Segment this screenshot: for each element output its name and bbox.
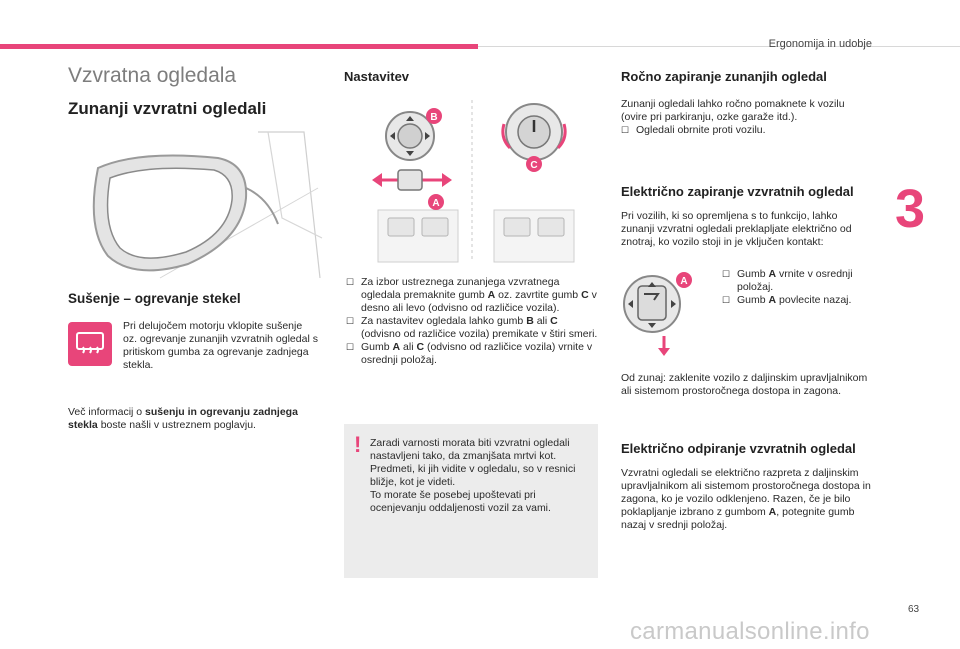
defrost-heading: Sušenje – ogrevanje stekel bbox=[68, 291, 241, 306]
section-title: Zunanji vzvratni ogledali bbox=[68, 99, 267, 118]
outside-lock-text: Od zunaj: zaklenite vozilo z daljinskim upravljalnikom ali sistemom prostoročnega dostopa in zagona. bbox=[621, 372, 868, 397]
mirror-illustration bbox=[68, 128, 324, 282]
more-info-text: Več informacij o sušenju in ogrevanju zadnjega stekla boste našli v ustreznem poglavju. bbox=[68, 406, 298, 431]
label-a-right: A bbox=[680, 276, 688, 287]
manual-fold-text: Zunanji ogledali lahko ročno pomaknete k vozilu (ovire pri parkiranju, ozke garaže itd.). ☐ Ogledali obrnite proti vozilu. bbox=[621, 98, 871, 137]
label-c: C bbox=[530, 160, 538, 171]
electric-fold-heading: Električno zapiranje vzvratnih ogledal bbox=[621, 184, 854, 199]
bullet-center-a: ☐ Gumb A vrnite v osrednji položaj. bbox=[722, 268, 872, 294]
bullet-adjust-mirror: ☐ Za nastavitev ogledala lahko gumb B ali C (odvisno od različice vozila) premikate v štiri smeri. bbox=[346, 315, 600, 341]
label-b: B bbox=[430, 112, 438, 123]
adjustment-instructions bbox=[346, 276, 600, 367]
bullet-pull-a: ☐ Gumb A povlecite nazaj. bbox=[722, 294, 872, 307]
header-divider bbox=[478, 46, 960, 47]
manual-fold-heading: Ročno zapiranje zunanjih ogledal bbox=[621, 69, 827, 84]
watermark: carmanualsonline.info bbox=[630, 618, 870, 645]
page-title: Vzvratna ogledala bbox=[68, 64, 237, 87]
fold-button-steps bbox=[722, 268, 872, 307]
defrost-text: Pri delujočem motorju vklopite sušenje oz. ogrevanje zunanjih vzvratnih ogledal s pritiskom gumba za ogrevanje zadnjega stekla. bbox=[123, 320, 318, 371]
label-a: A bbox=[432, 198, 440, 209]
defrost-icon bbox=[68, 322, 112, 366]
adjustment-heading: Nastavitev bbox=[344, 69, 410, 84]
warning-text: Zaradi varnosti morata biti vzvratni ogledali nastavljeni tako, da zmanjšata mrtvi kot. Predmeti, ki jih vidite v ogledalu, so v resnici bližje, kot je videti. To morate še posebej upoštevati pri ocenjevanju oddaljenosti vozil za vami. bbox=[370, 437, 576, 514]
bullet-return-center: ☐ Gumb A ali C (odvisno od različice vozila) vrnite v osrednji položaj. bbox=[346, 341, 600, 367]
warning-icon: ! bbox=[354, 432, 362, 457]
fold-button-illustration bbox=[608, 270, 700, 358]
section-header: Ergonomija in udobje bbox=[768, 38, 872, 50]
header-accent-bar bbox=[0, 44, 478, 49]
bullet-select-mirror: ☐ Za izbor ustreznega zunanjega vzvratnega ogledala premaknite gumb A oz. zavrtite gumb C v desno ali levo (odvisno od različice vozila). bbox=[346, 276, 600, 315]
page-number: 63 bbox=[908, 604, 920, 615]
electric-unfold-heading: Električno odpiranje vzvratnih ogledal bbox=[621, 441, 856, 456]
electric-unfold-text: Vzvratni ogledali se električno razpreta z daljinskim upravljalnikom ali sistemom prostoročnega dostopa in zagona, ko je vozilo odklenjeno. Razen, če je bilo poklapljanje izbrano z gumbom A, potegnite gumb nazaj v srednji položaj. bbox=[621, 467, 871, 531]
chapter-number: 3 bbox=[895, 179, 926, 239]
joystick-illustration bbox=[368, 98, 578, 264]
electric-fold-text: Pri vozilih, ki so opremljena s to funkcijo, lahko zunanji vzvratni ogledali preklapljate električno od znotraj, ko vozilo stoji in je vključen kontakt: bbox=[621, 210, 852, 248]
